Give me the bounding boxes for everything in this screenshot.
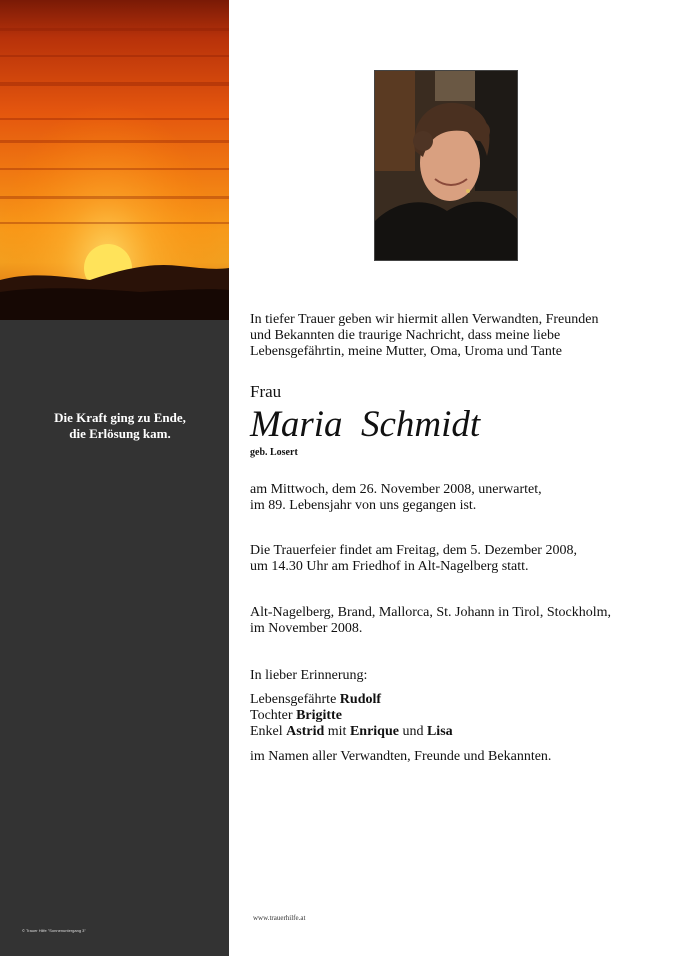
sidebar — [0, 0, 229, 956]
family-list — [250, 692, 453, 740]
remembrance-heading: In lieber Erinnerung: — [250, 668, 368, 683]
sunset-illustration — [0, 0, 229, 320]
portrait-photo — [374, 70, 518, 261]
motto-line-2: die Erlösung kam. — [69, 426, 171, 441]
funeral-line-1: Die Trauerfeier findet am Freitag, dem 5. Dezember 2008, — [250, 543, 577, 558]
grandchild-name: Astrid — [286, 724, 325, 739]
death-notice-line-2: im 89. Lebensjahr von uns gegangen ist. — [250, 498, 477, 513]
salutation: Frau — [250, 382, 282, 401]
funeral-line-2: um 14.30 Uhr am Friedhof in Alt-Nagelberg statt. — [250, 559, 529, 574]
website-link[interactable]: www.trauerhilfe.at — [253, 914, 306, 922]
family-grandchildren: Enkel Astrid mit Enrique und Lisa — [250, 724, 453, 739]
deceased-name: Maria Schmidt — [250, 404, 481, 445]
motto-line-1: Die Kraft ging zu Ende, — [54, 410, 186, 425]
funeral-info — [250, 543, 577, 575]
place-date — [250, 605, 611, 637]
daughter-name: Brigitte — [296, 708, 342, 723]
birth-name: geb. Losert — [250, 447, 298, 458]
family-partner: Lebensgefährte Rudolf — [250, 692, 382, 707]
death-notice — [250, 482, 542, 514]
intro-line-1: In tiefer Trauer geben wir hiermit allen Verwandten, Freunden — [250, 312, 599, 327]
sunset-image — [0, 0, 229, 320]
death-notice-line-1: am Mittwoch, dem 26. November 2008, unerwartet, — [250, 482, 542, 497]
closing-line: im Namen aller Verwandten, Freunde und Bekannten. — [250, 749, 552, 764]
place-date-line-1: Alt-Nagelberg, Brand, Mallorca, St. Johann in Tirol, Stockholm, — [250, 605, 611, 620]
partner-name: Rudolf — [339, 692, 382, 707]
portrait-illustration — [375, 71, 518, 261]
intro-line-2: und Bekannten die traurige Nachricht, dass meine liebe — [250, 328, 561, 343]
grandchild-name: Lisa — [426, 724, 453, 739]
family-daughter: Tochter Brigitte — [250, 708, 342, 723]
place-date-line-2: im November 2008. — [250, 621, 363, 636]
intro-line-3: Lebensgefährtin, meine Mutter, Oma, Uroma und Tante — [250, 344, 562, 359]
intro-paragraph — [250, 312, 670, 360]
motto-text — [0, 410, 240, 442]
grandchild-name: Enrique — [349, 724, 399, 739]
image-credit: © Trauer Hilfe "Sonnenuntergang 3" — [22, 928, 86, 933]
